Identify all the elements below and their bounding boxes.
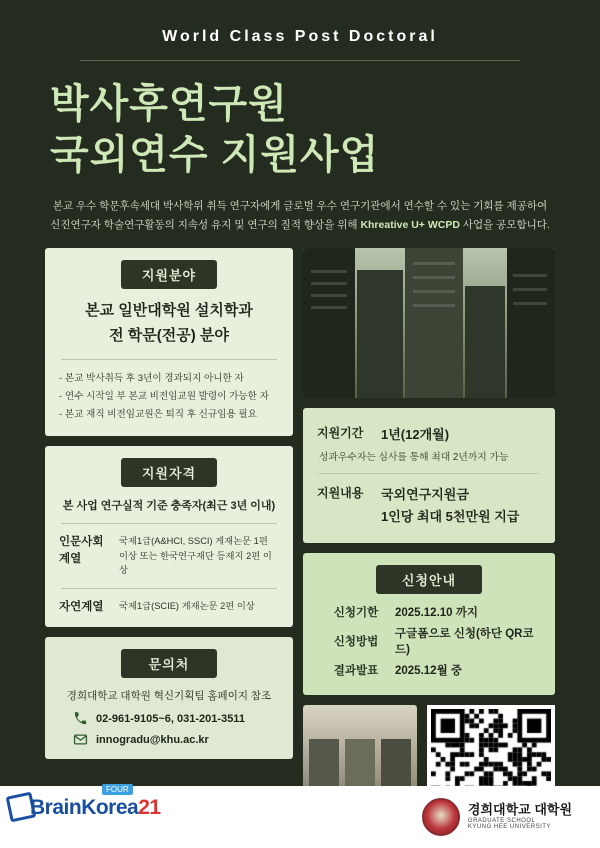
field-badge: 지원분야	[121, 260, 217, 289]
qualification-card	[45, 446, 293, 627]
qualification-row	[59, 534, 279, 577]
khu-name	[468, 803, 572, 832]
qualification-badge: 지원자격	[121, 458, 217, 487]
qualification-divider	[61, 523, 277, 524]
khu-logo	[422, 798, 572, 836]
lede-line-2-post: 사업을 공모합니다.	[459, 218, 550, 231]
bk-21: 21	[138, 796, 161, 819]
support-period-row	[317, 424, 541, 443]
contact-email: innogradu@khu.ac.kr	[96, 733, 209, 746]
photo-window	[413, 262, 455, 265]
apply-card	[303, 553, 555, 695]
qualification-row-key: 자연계열	[59, 600, 104, 613]
apply-row-value: 2025.12월 중	[395, 665, 462, 678]
field-card	[45, 248, 293, 436]
poster-title	[0, 61, 600, 181]
lede-program-name: Khreative U+ WCPD	[360, 218, 460, 231]
khu-name-kr: 경희대학교 대학원	[467, 801, 572, 817]
support-period-label: 지원기간	[317, 426, 364, 441]
contact-phone: 02-961-9105~6, 031-201-3511	[96, 712, 245, 725]
support-divider	[319, 473, 539, 474]
field-bullet-1: - 본교 박사취득 후 3년이 경과되지 아니한 자	[59, 372, 244, 384]
photo-window	[413, 290, 455, 293]
photo-building	[357, 270, 403, 398]
field-bullet-3: - 본교 재직 비전임교원은 퇴직 후 신규임용 필요	[59, 409, 257, 421]
khu-seal-icon	[422, 798, 460, 836]
contact-email-row	[73, 732, 279, 747]
field-line-1: 본교 일반대학원 설치학과	[85, 302, 253, 320]
support-content-label: 지원내용	[317, 486, 364, 501]
apply-row	[317, 604, 541, 620]
qualification-row-value: 국제1급(SCIE) 게재논문 2편 이상	[119, 600, 255, 611]
khu-name-en-1: GRADUATE SCHOOL	[467, 817, 536, 824]
apply-row-key: 신청기한	[333, 607, 379, 620]
photo-window	[413, 276, 455, 279]
contact-badge: 문의처	[121, 649, 217, 678]
field-bullet-2: - 연수 시작일 부 본교 비전임교원 발령이 가능한 자	[59, 390, 269, 402]
bk-square-icon	[6, 792, 37, 823]
support-content-value-1: 국외연구지원금	[381, 487, 469, 503]
photo-window	[311, 282, 347, 285]
bk-korea: Korea	[81, 796, 139, 819]
phone-icon	[73, 711, 88, 726]
apply-row-key: 신청방법	[333, 636, 379, 649]
qualification-divider-2	[61, 588, 277, 589]
apply-row	[317, 625, 541, 657]
skyscraper-photo	[303, 248, 555, 398]
field-divider	[61, 359, 277, 360]
qualification-row	[59, 599, 279, 616]
support-card	[303, 408, 555, 543]
photo-window	[513, 288, 547, 291]
photo-window	[311, 294, 347, 297]
right-column	[303, 248, 555, 833]
lede-line-2	[46, 216, 554, 234]
body-columns	[45, 248, 555, 833]
photo-building	[465, 286, 505, 398]
brainkorea21-logo	[30, 785, 161, 820]
mail-icon	[73, 732, 88, 747]
field-line-2: 전 학문(전공) 분야	[109, 326, 229, 344]
poster-footer	[0, 786, 600, 848]
apply-badge: 신청안내	[376, 565, 482, 594]
support-period-value: 1년(12개월)	[381, 427, 450, 443]
photo-window	[413, 304, 455, 307]
photo-window	[311, 306, 347, 309]
khu-name-en-2: KYUNG HEE UNIVERSITY	[467, 824, 551, 831]
lede-line-2-pre: 신진연구자 학술연구활동의 지속성 유지 및 연구의 질적 향상을 위해	[50, 218, 361, 231]
contact-phone-row	[73, 711, 279, 726]
poster-body	[0, 248, 600, 833]
lede-line-1: 본교 우수 학문후속세대 박사학위 취득 연구자에게 글로벌 우수 연구기관에서 연수할 수 있는 기회를 제공하여	[52, 200, 548, 213]
qualification-row-key-line2: 계열	[59, 552, 82, 565]
title-line-2: 국외연수 지원사업	[50, 133, 380, 178]
apply-row	[317, 662, 541, 678]
support-content-value-2: 1인당 최대 5천만원 지급	[381, 509, 520, 525]
apply-row-key: 결과발표	[333, 665, 379, 678]
contact-card	[45, 637, 293, 759]
qualification-headline: 본 사업 연구실적 기준 충족자(최근 3년 이내)	[62, 500, 276, 513]
apply-row-value: 구글폼으로 신청(하단 QR코드)	[395, 628, 534, 657]
photo-building	[507, 248, 555, 398]
title-line-1: 박사후연구원	[50, 82, 288, 126]
poster-lede	[0, 181, 600, 234]
support-content-row	[317, 484, 541, 525]
left-column	[45, 248, 293, 833]
qualification-row-value: 국제1급(A&HCI, SSCI) 게재논문 1편 이상 또는 한국연구재단 등재지 2편 이상	[119, 536, 272, 576]
support-period-note: 성과우수자는 심사를 통해 최대 2년까지 가능	[319, 452, 509, 464]
qualification-row-key-line1: 인문사회	[59, 536, 104, 549]
qualification-row-key	[59, 534, 119, 567]
apply-row-value: 2025.12.10 까지	[395, 607, 478, 620]
photo-window	[513, 274, 547, 277]
photo-window	[311, 270, 347, 273]
photo-building	[405, 248, 463, 398]
bk-four-badge: FOUR	[102, 784, 133, 795]
contact-note: 경희대학교 대학원 혁신기획팀 홈페이지 참조	[66, 690, 272, 703]
poster-kicker: World Class Post Doctoral	[162, 28, 438, 45]
field-headline	[59, 299, 279, 349]
photo-window	[513, 302, 547, 305]
bk-brain: Brain	[30, 796, 82, 819]
